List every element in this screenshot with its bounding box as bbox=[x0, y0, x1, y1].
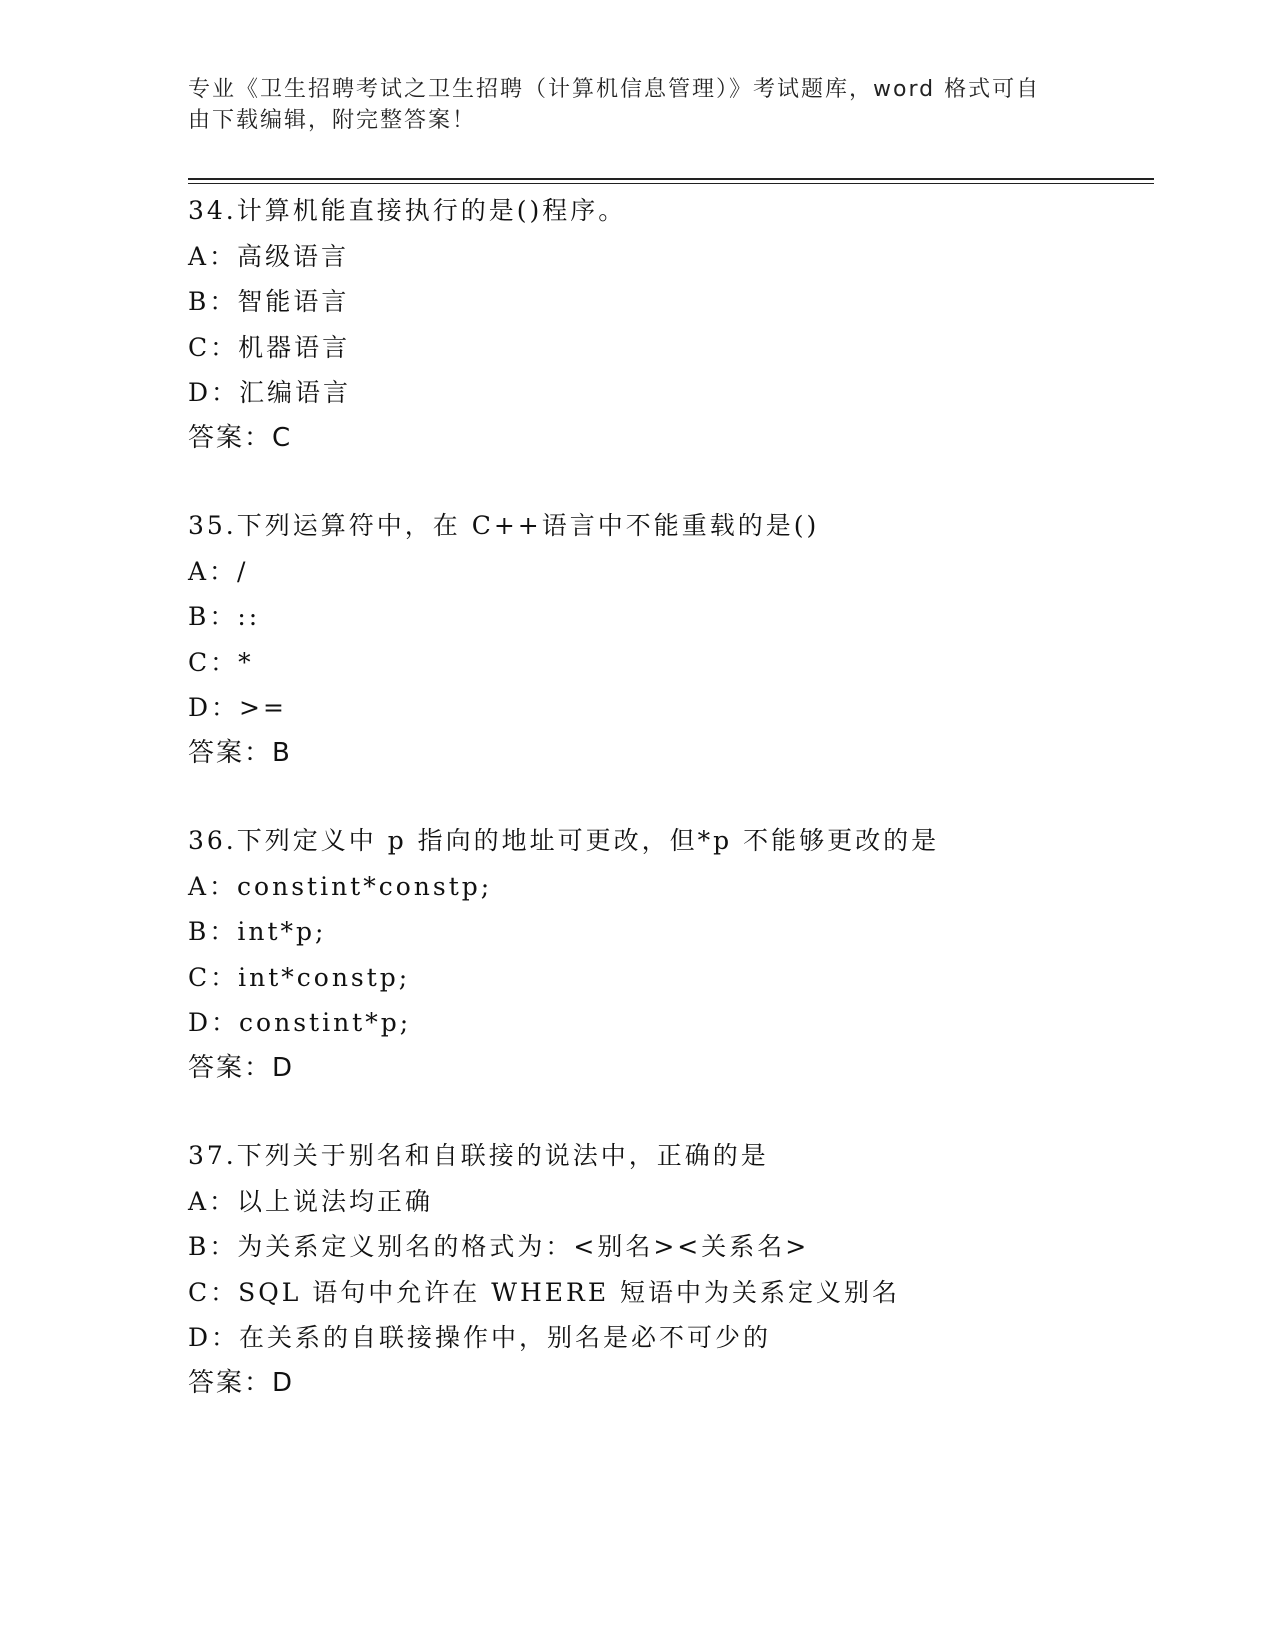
option-b: B：int*p; bbox=[188, 917, 327, 946]
option-c: C：int*constp; bbox=[188, 962, 411, 992]
option-b: B：:: bbox=[188, 602, 261, 631]
option-b: B：智能语言 bbox=[188, 287, 350, 316]
answer: 答案：B bbox=[188, 737, 292, 768]
answer: 答案：D bbox=[188, 1052, 295, 1083]
option-c: C：机器语言 bbox=[188, 332, 351, 362]
document-header bbox=[188, 74, 1088, 136]
option-d: D：在关系的自联接操作中，别名是必不可少的 bbox=[188, 1323, 772, 1352]
header-line-1: 专业《卫生招聘考试之卫生招聘（计算机信息管理）》考试题库，word 格式可自 bbox=[188, 77, 1041, 102]
option-c: C：* bbox=[188, 647, 254, 677]
question-stem: 35.下列运算符中，在 C++语言中不能重载的是() bbox=[188, 511, 820, 540]
header-divider-thin bbox=[188, 183, 1154, 184]
option-a: A：高级语言 bbox=[188, 241, 350, 271]
option-c: C：SQL 语句中允许在 WHERE 短语中为关系定义别名 bbox=[188, 1277, 901, 1307]
question-34 bbox=[188, 188, 1154, 461]
option-a: A：constint*constp; bbox=[188, 871, 493, 901]
question-list bbox=[188, 188, 1154, 1448]
header-divider-thick bbox=[188, 178, 1154, 180]
option-a: A：/ bbox=[188, 556, 249, 586]
question-35 bbox=[188, 503, 1154, 776]
question-stem: 36.下列定义中 p 指向的地址可更改，但*p 不能够更改的是 bbox=[188, 826, 940, 855]
option-d: D：constint*p; bbox=[188, 1008, 412, 1037]
option-d: D：汇编语言 bbox=[188, 378, 352, 407]
option-d: D：>= bbox=[188, 693, 287, 722]
option-a: A：以上说法均正确 bbox=[188, 1186, 434, 1216]
question-stem: 34.计算机能直接执行的是()程序。 bbox=[188, 196, 627, 225]
header-line-2: 由下载编辑，附完整答案！ bbox=[188, 108, 477, 133]
question-36 bbox=[188, 818, 1154, 1091]
answer: 答案：D bbox=[188, 1367, 295, 1398]
question-37 bbox=[188, 1133, 1154, 1406]
option-b: B：为关系定义别名的格式为：<别名><关系名> bbox=[188, 1232, 810, 1261]
answer: 答案：C bbox=[188, 422, 293, 453]
question-stem: 37.下列关于别名和自联接的说法中，正确的是 bbox=[188, 1141, 769, 1170]
